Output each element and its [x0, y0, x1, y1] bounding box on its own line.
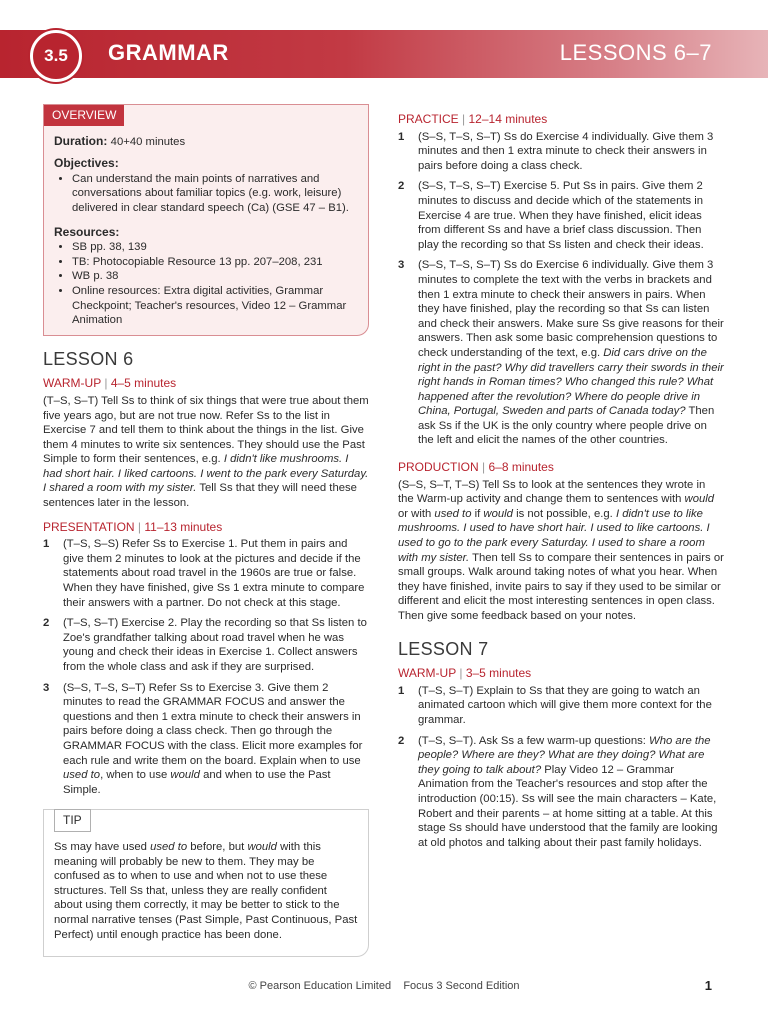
step-number: 2 — [398, 734, 405, 747]
resources-list — [54, 240, 358, 328]
text-run: (S–S, T–S, S–T) Ss do Exercise 6 individually. Give them 3 minutes to complete the text with the verbs in brackets and then 1 extra minute to check their answers in pairs. When they have finished, play the recording so that Ss can listen and check their answers. Make sure Ss give reasons for their answers. Then ask some basic comprehension questions to check understanding of the text, e.g. — [418, 259, 724, 359]
step-text — [418, 258, 724, 448]
term: would — [247, 840, 277, 853]
step-text: (T–S, S–T) Explain to Ss that they are going to watch an animated cartoon which will give them more context for the grammar. — [418, 684, 712, 726]
warmup-step — [398, 684, 724, 728]
warmup-time: 4–5 minutes — [110, 376, 177, 391]
duration — [54, 134, 358, 150]
production-label: PRODUCTION — [398, 460, 479, 475]
unit-badge: 3.5 — [30, 30, 82, 82]
term: used to — [150, 840, 188, 853]
production-text — [398, 478, 724, 624]
term: used to — [434, 507, 472, 520]
objective-item: • Can understand the main points of narratives and conversations about familiar topics (e.g. work, leisure) delivered in clear standard speech (Ca) (GSE 47 – B1). — [72, 172, 358, 216]
example-questions: Did cars drive on the right in the past? Why did travellers carry their swords in their right hands in Roman times? Who changed this rule? What happened after the revolution? Where do people drive in China, Portugal, Sweden and parts of Canada today? — [418, 346, 724, 418]
text-run: (S–S, T–S, S–T) Refer Ss to Exercise 3. Give them 2 minutes to read the GRAMMAR FOCUS and answer the questions and then 1 extra minute to check their answers in pairs before doing a class check. Then go through the GRAMMAR FOCUS with the class. Elicit more examples for each rule and write them on the board. Explain when to use — [63, 681, 363, 767]
resource-item: • Online resources: Extra digital activities, Grammar Checkpoint; Teacher's resources, Video 12 – Grammar Animation — [72, 284, 358, 328]
duration-value: 40+40 minutes — [110, 135, 186, 148]
overview-box — [43, 104, 369, 336]
duration-label: Duration: — [54, 133, 108, 148]
lesson-7-heading: LESSON 7 — [398, 638, 489, 659]
tip-text — [54, 840, 358, 942]
text-run: is not possible, e.g. — [512, 507, 616, 520]
presentation-time: 11–13 minutes — [144, 519, 223, 534]
practice-heading: PRACTICE | 12–14 minutes — [398, 112, 548, 126]
step-number: 2 — [398, 180, 405, 193]
left-column — [43, 104, 369, 957]
example-sentences: I didn't like mushrooms. I had short hair. I liked cartoons. I went to the park every Saturday. I shared a room with my sister. — [43, 453, 369, 495]
warmup-time: 3–5 minutes — [465, 666, 532, 681]
practice-step — [398, 258, 724, 448]
text-run: (T–S, S–T). Ask Ss a few warm-up questions: — [418, 734, 650, 747]
step-number: 3 — [43, 681, 50, 694]
warmup-step — [398, 734, 724, 851]
tip-box — [43, 809, 369, 957]
resources-label: Resources: — [54, 224, 120, 239]
text-run: before, but — [187, 840, 248, 853]
step-number: 3 — [398, 259, 405, 272]
step-text: (T–S, S–T) Exercise 2. Play the recording so that Ss listen to Zoe's grandfather talking about road travel when he was young and check their ideas in Exercise 1. Collect answers from the whole class and ask if they are surprised. — [63, 617, 367, 673]
warmup-heading: WARM-UP | 3–5 minutes — [398, 666, 532, 681]
term: would — [483, 507, 513, 520]
step-text — [418, 734, 724, 851]
objectives-label: Objectives: — [54, 156, 119, 171]
objectives-list — [54, 172, 358, 216]
presentation-step — [43, 681, 369, 798]
step-text: (T–S, S–S) Refer Ss to Exercise 1. Put them in pairs and give them 2 minutes to look at the pictures and decide if the statements about road travel in the 1960s are true or false. When they have finished, give Ss 1 extra minute to compare their answers with a partner. Do not check at this stage. — [63, 538, 365, 609]
resource-item: • TB: Photocopiable Resource 13 pp. 207–208, 231 — [72, 255, 358, 270]
lessons-label: LESSONS 6–7 — [559, 40, 712, 65]
practice-step — [398, 179, 724, 252]
presentation-step — [43, 537, 369, 610]
step-text: (S–S, T–S, S–T) Ss do Exercise 4 individually. Give them 3 minutes and then 1 extra minute to check their answers in pairs before doing a class check. — [418, 130, 714, 172]
text-run: if — [471, 507, 484, 520]
step-text — [63, 681, 369, 798]
text-run: (T–S, S–T) Tell Ss to think of six things that were true about them five years ago, but are not true now. Refer Ss to the list in Exercise 7 and tell them to think about the things in the list. Give them 4 minutes to write six sentences. They should use the Past Simple to form their sentences, e.g. — [43, 394, 369, 466]
copyright: © Pearson Education Limited Focus 3 Second Edition — [248, 980, 520, 992]
practice-time: 12–14 minutes — [468, 112, 548, 126]
step-number: 1 — [398, 130, 405, 143]
term: used to — [63, 769, 101, 782]
text-run: Ss may have used — [54, 840, 151, 853]
section-title: GRAMMAR — [108, 40, 229, 65]
step-number: 2 — [43, 617, 50, 630]
text-run: (S–S, S–T, T–S) Tell Ss to look at the sentences they wrote in the Warm-up activity and change them to sentences with — [398, 478, 706, 506]
presentation-step — [43, 616, 369, 674]
text-run: Then tell Ss to compare their sentences in pairs or small groups. Walk around taking notes of what you hear. When they have finished, invite pairs to say if they used to be similar or different and elicit the most interesting sentences in open class. Then give some feedback based on your notes. — [398, 551, 724, 622]
text-run: Play Video 12 – Grammar Animation from the Teacher's resources and stop after the introduction (00:15). Ss will see the main characters – Kate, Robert and their parents – at home sitting at a table. At this stage Ss should have understood that the family are looking at old photos and talking about their past family holidays. — [418, 763, 718, 849]
step-number: 1 — [398, 684, 405, 697]
text-run: , when to use — [100, 769, 171, 782]
term: would — [170, 769, 200, 782]
warmup-label: WARM-UP — [43, 376, 101, 391]
production-time: 6–8 minutes — [488, 460, 554, 475]
practice-label: PRACTICE — [398, 112, 459, 126]
right-column — [398, 112, 724, 856]
warmup-label: WARM-UP — [398, 666, 456, 681]
text-run: or with — [398, 507, 435, 520]
term: would — [684, 493, 715, 506]
presentation-label: PRESENTATION — [43, 519, 135, 534]
overview-tag: OVERVIEW — [44, 105, 124, 126]
warmup-text — [43, 394, 369, 511]
production-heading: PRODUCTION | 6–8 minutes — [398, 460, 554, 475]
warmup-heading: WARM-UP | 4–5 minutes — [43, 376, 177, 391]
practice-step — [398, 130, 724, 174]
lesson-6-heading: LESSON 6 — [43, 348, 134, 369]
text-run: with this meaning will probably be new to them. They may be confused as to when to use and when not to use these structures. Tell Ss that, unless they are really confident about using them correctly, it may be better to stick to the normal narrative tenses (Past Simple, Past Continuous, Past Perfect) until enough practice has been done. — [54, 840, 358, 941]
step-text: (S–S, T–S, S–T) Exercise 5. Put Ss in pairs. Give them 2 minutes to discuss and decide which of the statements in Exercise 4 are true. When they have finished, elicit ideas from different Ss and have a brief class discussion. Then play the recording so that Ss listen and check their ideas. — [418, 180, 704, 251]
tip-tag: TIP — [54, 809, 91, 832]
text-run: and when to use the Past Simple. — [63, 769, 331, 796]
page-number: 1 — [704, 978, 712, 993]
text-run: Then ask Ss if the UK is the only country where people drive on the left and elicit the names of the other countries. — [418, 405, 715, 447]
resource-item: • WB p. 38 — [72, 269, 358, 284]
text-run: Tell Ss that they will need these sentences later in the lesson. — [43, 482, 357, 510]
step-number: 1 — [43, 538, 50, 551]
example-sentences: I didn't use to like mushrooms. I used to have short hair. I used to like cartoons. I used to go to the park every Saturday. I used to share a room with my sister. — [398, 507, 710, 564]
example-questions: Who are the people? Where are they? What are they doing? What are they going to talk about? — [418, 734, 711, 776]
presentation-heading: PRESENTATION | 11–13 minutes — [43, 519, 223, 534]
resource-item: • SB pp. 38, 139 — [72, 240, 358, 255]
